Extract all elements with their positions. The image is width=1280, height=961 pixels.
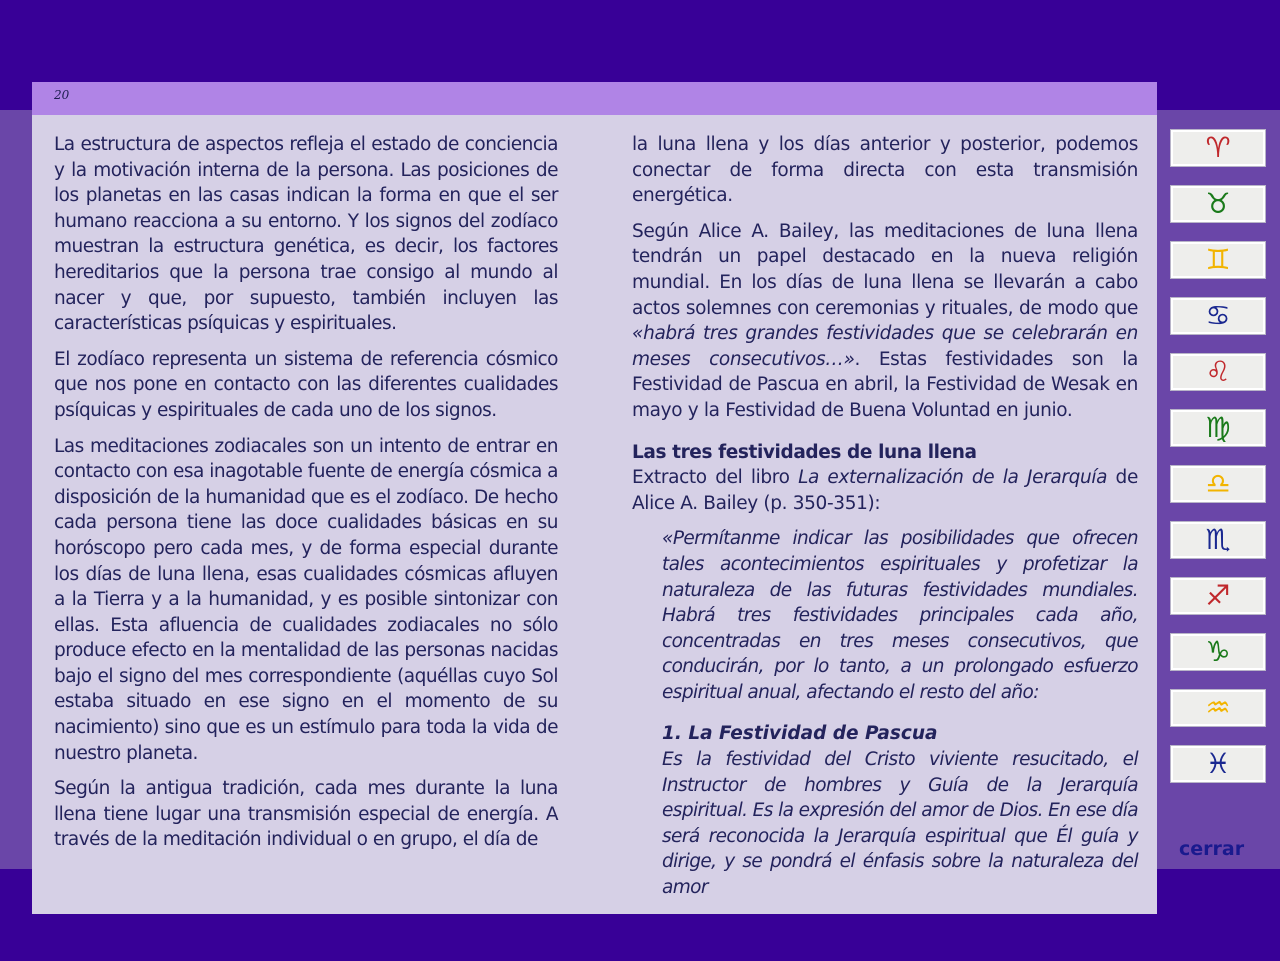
sagittarius-icon: ♐ [1205,579,1231,612]
left-paragraph-2: El zodíaco representa un sistema de referencia cósmico que nos pone en contacto con las diferentes cualidades psíquicas y espirituales de cada uno de los signos. [54,348,558,421]
zodiac-button-taurus[interactable] [1170,185,1266,223]
right-column [632,132,1138,911]
aquarius-icon: ♒ [1205,691,1231,724]
quote-intro: «Permítanme indicar las posibilidades que ofrecen tales acontecimientos espirituales y profetizar la naturaleza de las futuras festividades mundiales. Habrá tres festividades principales cada año, concentradas en tres meses consecutivos, que conducirán, por lo tanto, a un prolongado esfuerzo espiritual anual, afectando el resto del año: [662,528,1138,703]
libra-icon: ♎ [1205,467,1231,500]
aries-icon: ♈ [1205,131,1231,164]
gemini-icon: ♊ [1205,243,1231,276]
zodiac-button-aquarius[interactable] [1170,689,1266,727]
zodiac-button-virgo[interactable] [1170,409,1266,447]
right-paragraph-2-start: Según Alice A. Bailey, las meditaciones de luna llena tendrán un papel destacado en la nueva religión mundial. En los días de luna llena se llevarán a cabo actos solemnes con ceremonias y rituales, de modo que [632,220,1138,319]
right-paragraph-2-end: . Estas festividades son la Festividad de Pascua en abril, la Festividad de Wesak en mayo y la Festividad de Buena Voluntad en junio. [632,348,1138,421]
leo-icon: ♌ [1205,355,1231,388]
taurus-icon: ♉ [1205,187,1231,220]
zodiac-button-aries[interactable] [1170,129,1266,167]
zodiac-button-cancer[interactable] [1170,297,1266,335]
close-link[interactable]: cerrar [1179,838,1245,860]
zodiac-button-capricorn[interactable] [1170,633,1266,671]
virgo-icon: ♍ [1205,411,1231,444]
right-paragraph-2 [632,219,1138,424]
festivities-quote: «habrá tres grandes festividades que se celebrarán en meses consecutivos…» [632,323,1138,370]
extract-reference [632,465,1138,516]
pisces-icon: ♓ [1205,747,1231,780]
left-paragraph-1: La estructura de aspectos refleja el estado de conciencia y la motivación interna de la persona. Las posiciones de los planetas en las casas indican la forma en que el ser humano reacciona a su entorno. Y los signos del zodíaco muestran la estructura genética, es decir, los factores hereditarios que la persona trae consigo al mundo al nacer y que, por supuesto, también incluyen las características psíquicas y espirituales. [54,134,558,335]
zodiac-button-leo[interactable] [1170,353,1266,391]
block-quote [662,526,1138,900]
extract-prefix: Extracto del libro [632,467,799,489]
right-paragraph-1: la luna llena y los días anterior y posterior, podemos conectar de forma directa con esta transmisión energética. [632,134,1138,207]
zodiac-button-pisces[interactable] [1170,745,1266,783]
left-paragraph-4: Según la antigua tradición, cada mes durante la luna llena tiene lugar una transmisión especial de energía. A través de la meditación individual o en grupo, el día de [54,778,558,851]
quote-subheading: 1. La Festividad de Pascua [662,723,938,745]
zodiac-button-gemini[interactable] [1170,241,1266,279]
zodiac-button-libra[interactable] [1170,465,1266,503]
zodiac-nav [1170,129,1266,801]
zodiac-button-sagittarius[interactable] [1170,577,1266,615]
capricorn-icon: ♑ [1205,635,1231,668]
quote-pascua: Es la festividad del Cristo viviente resucitado, el Instructor de hombres y Guía de la Jerarquía espiritual. Es la expresión del amor de Dios. En ese día será reconocida la Jerarquía espiritual que Él guía y dirige, y se pondrá el énfasis sobre la naturaleza del amor [662,749,1138,899]
page-header [32,82,1157,115]
extract-suffix: de Alice A. Bailey (p. 350-351): [632,467,1138,514]
left-column [54,132,558,863]
zodiac-button-scorpio[interactable] [1170,521,1266,559]
document-page [32,82,1157,914]
page-number: 20 [54,88,70,102]
book-title: La externalización de la Jerarquía [798,467,1108,489]
left-paragraph-3: Las meditaciones zodiacales son un intento de entrar en contacto con esa inagotable fuente de energía cósmica a disposición de la humanidad que es el zodíaco. De hecho cada persona tiene las doce cualidades básicas en su horóscopo pero cada mes, y de forma especial durante los días de luna llena, esas cualidades cósmicas afluyen a la Tierra y a la humanidad, y es posible sintonizar con ellas. Esta afluencia de cualidades zodiacales no sólo produce efecto en la mentalidad de las personas nacidas bajo el signo del mes correspondiente (aquéllas cuyo Sol estaba situado en ese signo en el momento de su nacimiento) sino que es un estímulo para toda la vida de nuestro planeta. [54,435,559,764]
scorpio-icon: ♏ [1205,523,1231,556]
cancer-icon: ♋ [1205,299,1231,332]
section-heading: Las tres festividades de luna llena [632,441,977,463]
